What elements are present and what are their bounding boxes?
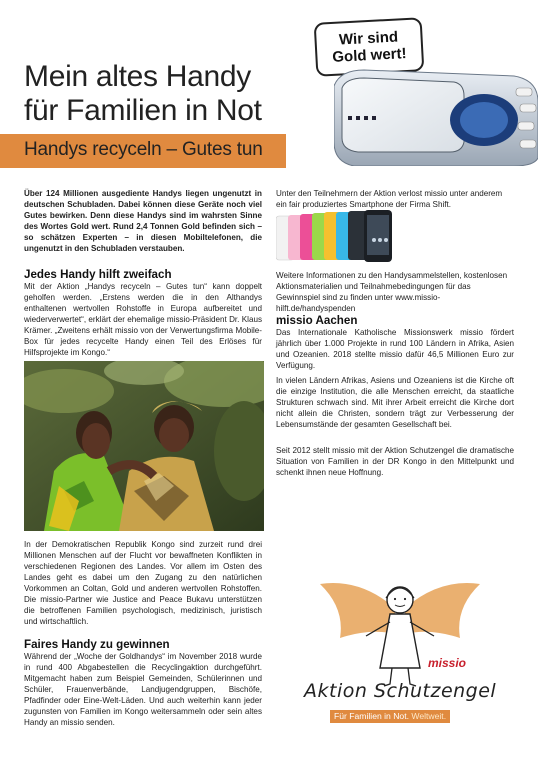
missio-paragraph-3: Seit 2012 stellt missio mit der Aktion Schutzengel die dramatische Situation von Familien in der DR Kongo in den Mittelpunkt und schenkt ihnen neue Hoffnung. xyxy=(276,446,514,477)
old-phone-image xyxy=(334,62,538,166)
subtitle-text: Handys recyceln – Gutes tun xyxy=(24,139,263,160)
info-paragraph: Weitere Informationen zu den Handysammelstellen, kostenlosen Aktionsmaterialien und Teilnahmebedingungen für das Gewinnspiel sind zu finden unter www.missio-hilft.de/handyspenden xyxy=(276,271,508,313)
speech-bubble-line2: Gold wert! xyxy=(331,45,407,66)
section2-text: Während der „Woche der Goldhandys“ im November 2018 wurde in rund 400 Abgabestellen die Recyclingaktion durchgeführt. Mitgemacht haben zum Beispiel Gemeinden, Schülerinnen und Schüler, Frauenverbände, Landjugendgruppen, Bischöfe, Pfadfinder oder Eine-Welt-Läden. Und auch weiterhin kann jeder zugunsten von Familien im Kongo weitersammeln oder sein altes Handy an missio senden. xyxy=(24,652,262,727)
missio-paragraph-2: In vielen Ländern Afrikas, Asiens und Ozeaniens ist die Kirche oft die einzige Institution, die alle Menschen erreicht, da staatliche Strukturen schwach sind. Mit ihrer Arbeit erreicht die Kirche dort nicht allein die Christen, sondern trägt zur Verbesserung der Lebensumstände der gesamten Gesellschaft bei. xyxy=(276,376,514,429)
smartphones-image xyxy=(276,210,410,262)
page-title xyxy=(24,60,314,128)
heading-missio-aachen: missio Aachen xyxy=(276,314,358,327)
tagline-part2: Weltweit. xyxy=(411,711,447,721)
heading-faires-handy: Faires Handy zu gewinnen xyxy=(24,638,170,651)
title-line2: für Familien in Not xyxy=(24,94,262,127)
speech-bubble-line1: Wir sind xyxy=(338,28,399,49)
subtitle-banner xyxy=(0,134,286,168)
missio-paragraph-1: Das Internationale Katholische Missionswerk missio fördert jährlich über 1.000 Projekte in rund 100 Ländern in Afrika, Asien und Ozeanien. 2018 stellte missio dafür 46,5 Millionen Euro zur Verfügung. xyxy=(276,328,514,370)
section1-text: Mit der Aktion „Handys recyceln – Gutes tun“ kann doppelt geholfen werden. „Erstens werden die in den Althandys enthaltenen wertvollen Rohstoffe in Europa aufbereitet und wiederverwertet“, erklärt der ehemalige missio-Präsident Dr. Klaus Krämer. „Zweitens erhält missio von der Verwertungsfirma Mobile-Box für jedes recycelte Handy einen Teil des Erlöses für Hilfsprojekte im Kongo.“ xyxy=(24,282,262,357)
title-line1: Mein altes Handy xyxy=(24,60,251,93)
aktion-schutzengel-logo: Aktion Schutzengel xyxy=(304,680,497,702)
congo-women-photo xyxy=(24,361,264,531)
logo-tagline xyxy=(330,710,450,723)
missio-brand: missio xyxy=(428,656,467,670)
raffle-paragraph: Unter den Teilnehmern der Aktion verlost missio unter anderem ein fair produziertes Smartphone der Firma Shift. xyxy=(276,189,503,209)
congo-paragraph: In der Demokratischen Republik Kongo sind zurzeit rund drei Millionen Menschen auf der Flucht vor bewaffneten Konflikten in verschiedenen Regionen des Landes. Vor allem im Osten des Landes geht es dabei um den Zugang zu den natürlichen Vorkommen an Coltan, Gold und anderen wertvollen Rohstoffen. Die missio-Partner wie Justice and Peace Bukavu unterstützen die betroffenen Familien psychologisch, medizinisch, juristisch und wirtschaftlich. xyxy=(24,540,262,626)
heading-jedes-handy: Jedes Handy hilft zweifach xyxy=(24,268,172,281)
tagline-part1: Für Familien in Not. xyxy=(334,711,409,721)
lead-paragraph: Über 124 Millionen ausgediente Handys liegen ungenutzt in deutschen Schubladen. Dabei können diese Geräte noch viel Gutes bewirken. Denn diese Handys sind im wahrsten Sinne des Wortes Gold wert. Rund 2,4 Tonnen Gold befinden sich – so schätzen Experten – in diesen Mobiltelefonen, die ungenutzt in den Schubladen verstauben. xyxy=(24,189,262,253)
